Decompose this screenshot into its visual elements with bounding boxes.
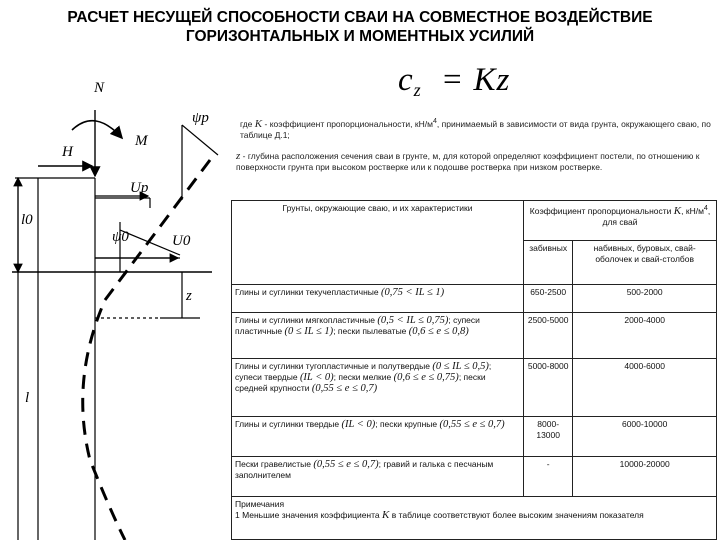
- p2-text: - глубина расположения сечения сваи в грунте, м, для которой определяют коэффициент постели, по отношению к поверхности грунта при высоком ростверке или к подошве ростверка при низком ростверке.: [236, 151, 700, 172]
- note-1-symbol: K: [382, 509, 390, 521]
- p1-text: - коэффициент пропорциональности, кН/м: [264, 118, 433, 129]
- notes-row: [232, 497, 717, 540]
- row-3-desc-a: Глины и суглинки тугопластичные и полутвердые: [235, 361, 430, 371]
- row-3-cond-a: (0 ≤ IL ≤ 0,5): [432, 361, 489, 372]
- table-row: [232, 417, 717, 457]
- row-3-soil: [232, 359, 524, 417]
- header-coef-sup: 4: [703, 204, 708, 212]
- p1-sup: 4: [432, 117, 437, 125]
- row-2-cond-b: (0 ≤ IL ≤ 1): [284, 326, 334, 337]
- deflected-axis: [83, 160, 210, 540]
- label-u-p: Up: [130, 180, 149, 196]
- header-coef-tail: , для свай: [602, 205, 711, 227]
- note-1: [235, 510, 713, 521]
- formula-sub: z: [413, 80, 422, 100]
- label-h: H: [62, 144, 73, 160]
- table-row: [232, 313, 717, 359]
- row-3-desc-d: ; пески средней крупности: [235, 372, 486, 393]
- row-4-desc-a: Глины и суглинки твердые: [235, 419, 340, 429]
- row-1-bored: 500-2000: [573, 285, 717, 313]
- notes-title: Примечания: [235, 499, 285, 509]
- row-4-bored: 6000-10000: [573, 417, 717, 457]
- formula-eq: =: [440, 62, 465, 98]
- header-bored: набивных, буровых, свай-оболочек и свай-столбов: [573, 241, 717, 285]
- page-title-line-1: РАСЧЕТ НЕСУЩЕЙ СПОСОБНОСТИ СВАИ НА СОВМЕСТНОЕ ВОЗДЕЙСТВИЕ: [67, 9, 653, 26]
- row-5-cond-a: (0,55 ≤ e ≤ 0,7): [313, 459, 379, 470]
- table-row: [232, 359, 717, 417]
- psi-p-line: [182, 125, 218, 155]
- coefficient-table: [231, 200, 717, 540]
- header-coef-text: Коэффициент пропорциональности: [529, 205, 672, 216]
- row-3-desc-b: ; супеси твердые: [235, 361, 492, 382]
- row-4-driven: 8000-13000: [524, 417, 573, 457]
- row-2-desc-b: ; супеси пластичные: [235, 315, 480, 336]
- row-3-cond-b: (IL < 0): [299, 372, 334, 383]
- label-z: z: [186, 288, 192, 304]
- header-soil: Грунты, окружающие сваю, и их характеристики: [232, 201, 524, 285]
- formula: [398, 62, 510, 101]
- p1-text-end: , принимаемый в зависимости от вида грунта, окружающего сваю, по таблице Д.1;: [240, 118, 711, 140]
- row-3-cond-c: (0,6 ≤ e ≤ 0,75): [393, 372, 459, 383]
- row-1-cond: (0,75 < IL ≤ 1): [381, 287, 445, 298]
- row-2-desc-a: Глины и суглинки мягкопластичные: [235, 315, 375, 325]
- row-1-soil: [232, 285, 524, 313]
- header-coef-symbol: K: [673, 204, 682, 217]
- row-4-cond-b: (0,55 ≤ e ≤ 0,7): [439, 419, 505, 430]
- label-u-0: U0: [172, 233, 191, 249]
- paragraph-k-definition: [240, 116, 718, 141]
- row-3-driven: 5000-8000: [524, 359, 573, 417]
- row-2-cond-a: (0,5 < IL ≤ 0,75): [377, 315, 449, 326]
- row-3-bored: 4000-6000: [573, 359, 717, 417]
- header-driven: забивных: [524, 241, 573, 285]
- label-l0: l0: [21, 212, 33, 228]
- moment-arc: [72, 121, 122, 138]
- row-2-cond-c: (0,6 ≤ e ≤ 0,8): [408, 326, 469, 337]
- note-1-text: 1 Меньшие значения коэффициента: [235, 510, 380, 520]
- row-5-soil: [232, 457, 524, 497]
- note-1-tail: в таблице соответствуют более высоким значениям показателя: [391, 510, 644, 520]
- page-title-line-2: ГОРИЗОНТАЛЬНЫХ И МОМЕНТНЫХ УСИЛИЙ: [185, 28, 535, 45]
- row-1-driven: 650-2500: [524, 285, 573, 313]
- table-row: [232, 285, 717, 313]
- formula-lhs: c: [398, 62, 414, 98]
- label-psi-0: ψ0: [112, 229, 129, 245]
- row-1-desc: Глины и суглинки текучепластичные: [235, 287, 379, 297]
- p1-where: где: [240, 118, 253, 129]
- label-m: M: [135, 133, 148, 149]
- row-4-soil: [232, 417, 524, 457]
- label-l: l: [25, 390, 30, 406]
- p1-symbol: K: [254, 117, 263, 130]
- row-2-driven: 2500-5000: [524, 313, 573, 359]
- row-2-soil: [232, 313, 524, 359]
- p2-symbol: z: [236, 150, 241, 162]
- row-2-desc-c: ; пески пылеватые: [333, 326, 407, 336]
- row-2-bored: 2000-4000: [573, 313, 717, 359]
- row-5-driven: -: [524, 457, 573, 497]
- row-5-desc-a: Пески гравелистые: [235, 459, 312, 469]
- paragraph-z-definition: [236, 151, 718, 173]
- psi-0-line: [120, 230, 180, 255]
- formula-rhs: Kz: [473, 62, 511, 98]
- row-3-cond-d: (0,55 ≤ e ≤ 0,7): [311, 383, 378, 394]
- header-coefficient: Коэффициент пропорциональности K, $кН/м^4$, для свай: [524, 201, 717, 241]
- row-5-bored: 10000-20000: [573, 457, 717, 497]
- row-3-desc-c: ; пески мелкие: [333, 372, 392, 382]
- header-coef-unit: кН/м: [685, 205, 704, 216]
- row-4-cond-a: (IL < 0): [341, 419, 376, 430]
- label-psi-p: ψp: [192, 110, 209, 126]
- row-4-desc-b: ; пески крупные: [375, 419, 438, 429]
- notes-cell: [232, 497, 717, 540]
- row-5-desc-b: ; гравий и галька с песчаным заполнителем: [235, 459, 494, 480]
- label-n: N: [94, 80, 105, 96]
- table-row: [232, 457, 717, 497]
